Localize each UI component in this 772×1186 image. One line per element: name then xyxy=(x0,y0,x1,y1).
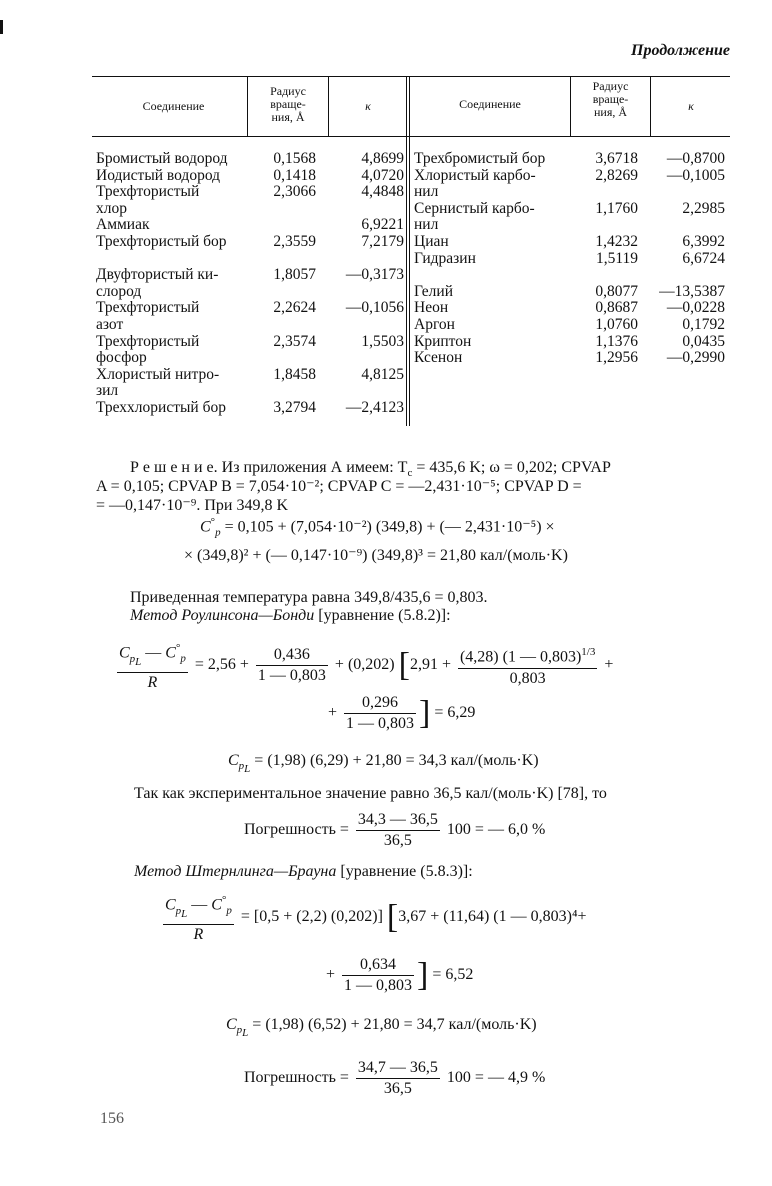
table-cell: Хлористый карбо- xyxy=(414,166,536,184)
left-k-column xyxy=(330,151,404,417)
table-cell: 1,1376 xyxy=(595,332,638,350)
table-cell: хлор xyxy=(96,199,127,217)
table-cell: 2,3066 xyxy=(273,183,316,201)
table-cell xyxy=(256,201,316,218)
table-cell xyxy=(330,251,404,268)
table-cell: Ксенон xyxy=(414,349,463,367)
header-k-left: κ xyxy=(365,99,371,113)
table-cell: 7,2179 xyxy=(361,232,404,250)
table-double-vline xyxy=(406,76,407,426)
table-cell: 4,8125 xyxy=(361,365,404,383)
table-cell: 4,4848 xyxy=(361,183,404,201)
header-k-right: κ xyxy=(688,99,694,113)
table-cell: 6,9221 xyxy=(361,216,404,234)
table-cell xyxy=(574,184,638,201)
table-cell: нил xyxy=(414,216,439,234)
table-cell: 3,6718 xyxy=(595,150,638,167)
table-cell: Двуфтористый ки- xyxy=(96,266,219,284)
table-cell: —0,1056 xyxy=(345,299,404,317)
table-cell: 1,2956 xyxy=(595,349,638,367)
margin-mark xyxy=(0,20,3,34)
method1-result: $C_{p_L} = (1,98) (6,29) + 21,80 = 34,3$ кал/(моль·K) xyxy=(228,752,539,776)
table-cell: 2,2985 xyxy=(682,199,725,217)
table-cell: зил xyxy=(96,382,119,400)
method2-equation-line2: + $\frac{0,634}{1 — 0,803}$ ] = 6,52 xyxy=(326,956,474,994)
table-cell: —0,0228 xyxy=(666,299,725,317)
table-cell xyxy=(256,251,316,268)
header-radius-right: Радиус враще- ния, Å xyxy=(592,79,629,119)
right-k-column xyxy=(650,151,725,367)
table-cell: 1,1760 xyxy=(595,199,638,217)
table-cell xyxy=(330,201,404,218)
method1-equation-line1: $\frac{C_{p_L} — C^\circ_p}{R}$ = 2,56 + $\frac{0,436}{1 — 0,803}$ + (0,202) [2,91 + $\frac{(4,28) (1 — 0,803)^{1/3}}{0,803}$ + xyxy=(114,638,613,693)
table-cell: —0,1005 xyxy=(666,166,725,184)
table-cell: Трехфтористый xyxy=(96,332,200,350)
table-cell: Аммиак xyxy=(96,216,150,234)
table-cell: 1,8458 xyxy=(273,365,316,383)
right-radius-column xyxy=(574,151,638,367)
table-cell xyxy=(650,217,725,234)
cp-equation-line1: $C^\circ_p = 0,105 + (7,054\cdot 10^{-2}) (349,8)$ + (— 2,431·10⁻⁵) × xyxy=(200,516,555,539)
table-cell: 6,6724 xyxy=(682,249,725,267)
left-radius-column xyxy=(256,151,316,417)
table-cell: —0,8700 xyxy=(666,150,725,167)
table-cell xyxy=(330,350,404,367)
table-cell: —0,2990 xyxy=(666,349,725,367)
table-cell: Неон xyxy=(414,299,449,317)
table-cell xyxy=(574,267,638,284)
table-cell: 0,8687 xyxy=(595,299,638,317)
table-cell xyxy=(574,217,638,234)
method2-result: $C_{p_L} = (1,98) (6,52) + 21,80 = 34,7$ кал/(моль·K) xyxy=(226,1016,537,1040)
table-cell: 1,5503 xyxy=(361,332,404,350)
table-cell: 1,4232 xyxy=(595,232,638,250)
method1-equation-line2: + $\frac{0,296}{1 — 0,803}$ ] = 6,29 xyxy=(328,694,476,732)
table-cell xyxy=(330,383,404,400)
table-cell xyxy=(650,267,725,284)
error2-equation: Погрешность = $\frac{34,7 — 36,5}{36,5}$ 100 = — 4,9 % xyxy=(244,1059,546,1097)
table-cell: 0,1418 xyxy=(273,166,316,184)
table-cell: 2,3559 xyxy=(273,232,316,250)
table-vline xyxy=(650,76,651,136)
error1-equation: Погрешность = $\frac{34,3 — 36,5}{36,5}$ 100 = — 6,0 % xyxy=(244,811,546,849)
table-cell xyxy=(256,350,316,367)
table-cell: 2,3574 xyxy=(273,332,316,350)
table-double-vline xyxy=(409,76,410,426)
method2-heading: Метод Штернлинга—Брауна [уравнение (5.8.3)]: xyxy=(134,863,473,880)
table-cell: 6,3992 xyxy=(682,232,725,250)
table-cell xyxy=(414,267,586,284)
page-number: 156 xyxy=(100,1110,124,1127)
table-cell: —0,3173 xyxy=(345,266,404,284)
table-cell: Сернистый карбо- xyxy=(414,199,535,217)
table-cell: 2,2624 xyxy=(273,299,316,317)
reduced-temperature: Приведенная температура равна 349,8/435,6 = 0,803. xyxy=(130,589,488,606)
continuation-label: Продолжение xyxy=(631,42,730,59)
table-cell xyxy=(330,317,404,334)
table-top-rule xyxy=(92,76,730,77)
table-cell: 4,0720 xyxy=(361,166,404,184)
solution-line2: A = 0,105; CPVAP B = 7,054·10⁻²; CPVAP C = —2,431·10⁻⁵; CPVAP D = xyxy=(96,478,582,495)
cp-equation-line2: × (349,8)² + (— 0,147·10⁻⁹) (349,8)³ = 21,80 кал/(моль·K) xyxy=(184,547,568,564)
solution-line1: Р е ш е н и е. Из приложения А имеем: $T_c = 435,6$ K; ω = 0,202; CPVAP xyxy=(130,459,611,480)
right-compound-column xyxy=(414,151,586,367)
table-cell: слород xyxy=(96,282,142,300)
table-cell: 1,0760 xyxy=(595,315,638,333)
header-compound-right: Соединение xyxy=(459,97,521,111)
table-cell: азот xyxy=(96,315,124,333)
table-cell: фосфор xyxy=(96,349,147,367)
table-cell: 1,5119 xyxy=(595,249,638,267)
table-cell: —2,4123 xyxy=(345,398,404,416)
table-cell: Трехфтористый бор xyxy=(96,232,227,250)
table-cell xyxy=(96,251,246,268)
table-cell xyxy=(650,184,725,201)
header-compound-left: Соединение xyxy=(142,99,205,113)
table-cell: 1,8057 xyxy=(273,266,316,284)
table-cell: Треххлористый бор xyxy=(96,398,226,416)
table-cell: 0,1568 xyxy=(273,150,316,167)
solution-line3: = —0,147·10⁻⁹. При 349,8 K xyxy=(96,497,289,514)
table-cell: 0,8077 xyxy=(595,282,638,300)
table-cell: 3,2794 xyxy=(273,398,316,416)
table-cell: Циан xyxy=(414,232,449,250)
table-cell xyxy=(256,383,316,400)
experimental-value-text: Так как экспериментальное значение равно 36,5 кал/(моль·K) [78], то xyxy=(134,785,607,802)
table-cell: Иодистый водород xyxy=(96,166,221,184)
method2-equation-line1: $\frac{C_{p_L} — C^\circ_p}{R}$ = [0,5 + (2,2) (0,202)] [3,67 + (11,64) (1 — 0,803)⁴+ xyxy=(160,890,587,945)
table-cell: Трехфтористый xyxy=(96,183,200,201)
header-radius-left: Радиус враще- ния, Å xyxy=(270,84,306,124)
table-cell: Гидразин xyxy=(414,249,476,267)
table-cell: Криптон xyxy=(414,332,472,350)
table-cell: Бромистый водород xyxy=(96,150,228,167)
table-vline xyxy=(328,76,329,136)
table-cell: 4,8699 xyxy=(361,150,404,167)
method1-heading: Метод Роулинсона—Бонди [уравнение (5.8.2)]: xyxy=(130,607,451,624)
table-cell: —13,5387 xyxy=(659,282,725,300)
table-cell: Аргон xyxy=(414,315,455,333)
table-cell: Трехфтористый xyxy=(96,299,200,317)
table-cell: 0,1792 xyxy=(682,315,725,333)
table-cell xyxy=(330,284,404,301)
table-header-rule xyxy=(92,136,730,137)
table-cell: нил xyxy=(414,183,439,201)
table-cell: 0,0435 xyxy=(682,332,725,350)
table-cell: 2,8269 xyxy=(595,166,638,184)
table-cell xyxy=(256,217,316,234)
table-cell: Хлористый нитро- xyxy=(96,365,220,383)
table-cell xyxy=(256,317,316,334)
table-cell: Гелий xyxy=(414,282,453,300)
table-cell xyxy=(256,284,316,301)
table-cell: Трехбромистый бор xyxy=(414,150,546,167)
left-compound-column xyxy=(96,151,246,417)
